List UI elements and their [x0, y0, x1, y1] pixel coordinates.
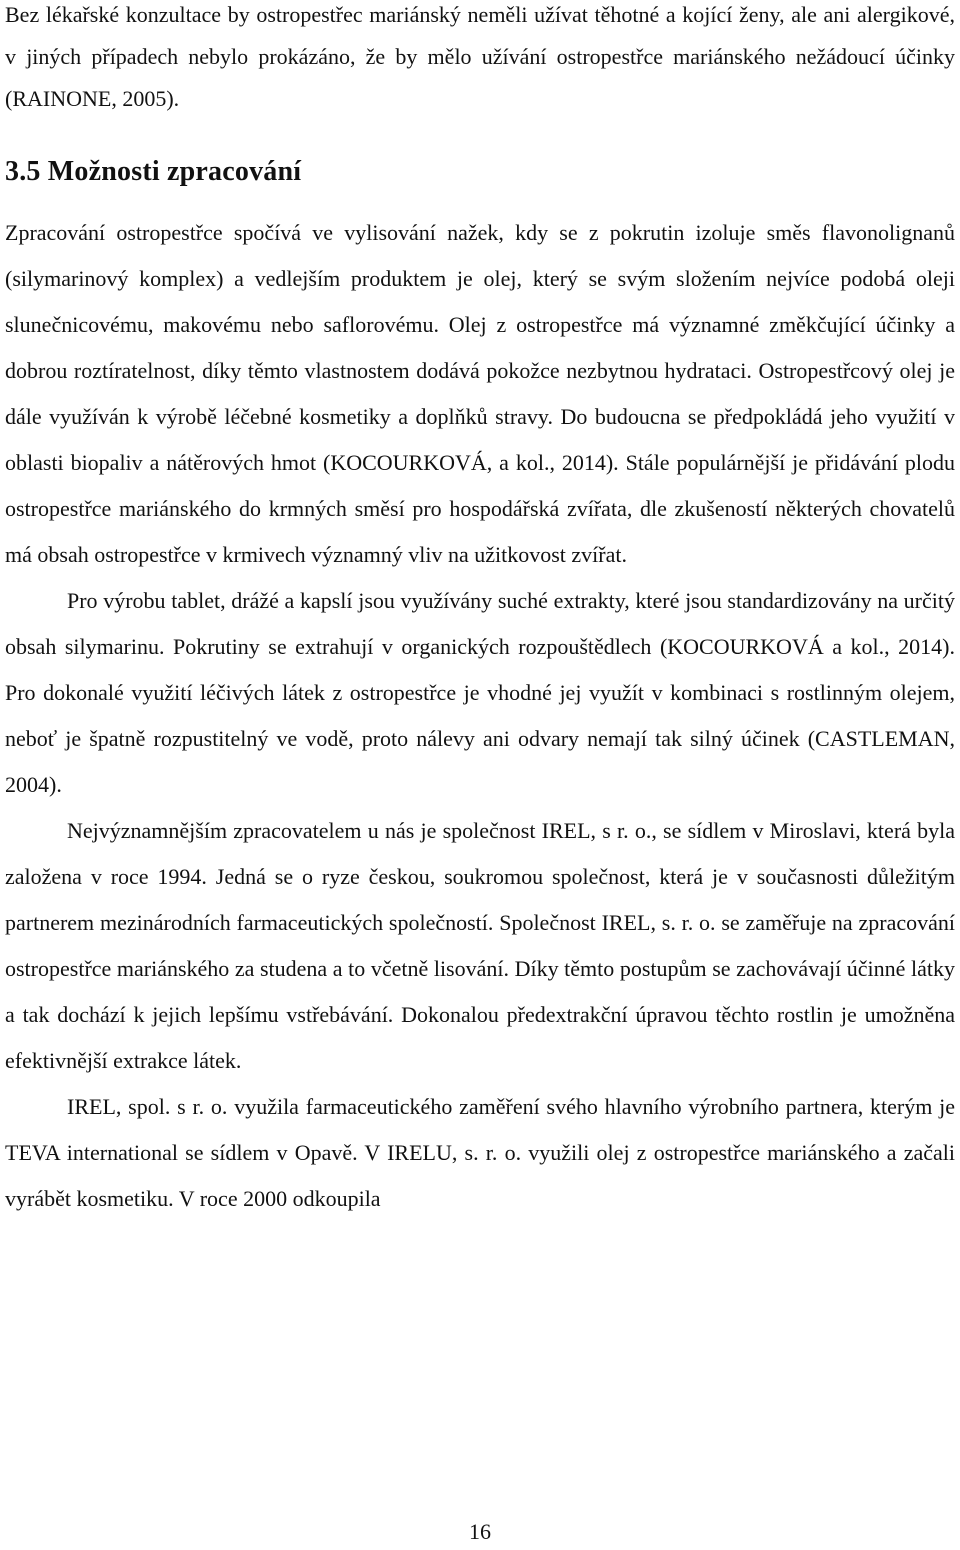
section-heading: 3.5 Možnosti zpracování: [5, 156, 302, 187]
page-number: 16: [469, 1519, 491, 1544]
intro-paragraph: Bez lékařské konzultace by ostropestřec mariánský neměli užívat těhotné a kojící ženy, ale ani alergikové, v jiných případech nebylo prokázáno, že by mělo užívání ostropestřce mariánského nežádoucí účinky (RAINONE, 2005).: [5, 2, 955, 111]
paragraph-processing: Zpracování ostropestřce spočívá ve vylisování nažek, kdy se z pokrutin izoluje směs flavonolignanů (silymarinový komplex) a vedlejším produktem je olej, který se svým složením nejvíce podobá oleji slunečnicovému, makovému nebo saflorovému. Olej z ostropestřce má významné změkčující účinky a dobrou roztíratelnost, díky těmto vlastnostem dodává pokožce nezbytnou hydrataci. Ostropestřcový olej je dále využíván k výrobě léčebné kosmetiky a doplňků stravy. Do budoucna se předpokládá jeho využití v oblasti biopaliv a nátěrových hmot (KOCOURKOVÁ, a kol., 2014). Stále populárnější je přidávání plodu ostropestřce mariánského do krmných směsí pro hospodářská zvířata, dle zkušeností některých chovatelů má obsah ostropestřce v krmivech významný vliv na užitkovost zvířat.: [5, 220, 955, 567]
paragraph-irel-company: Nejvýznamnějším zpracovatelem u nás je společnost IREL, s r. o., se sídlem v Miroslavi, která byla založena v roce 1994. Jedná se o ryze českou, soukromou společnost, která je v současnosti důležitým partnerem mezinárodních farmaceutických společností. Společnost IREL, s. r. o. se zaměřuje na zpracování ostropestřce mariánského za studena a to včetně lisování. Díky těmto postupům se zachovávají účinné látky a tak dochází k jejich lepšímu vstřebávání. Dokonalou předextrakční úpravou těchto rostlin je umožněna efektivnější extrakce látek.: [5, 818, 955, 1073]
document-page: [5, 0, 955, 1550]
paragraph-extracts: Pro výrobu tablet, drážé a kapslí jsou využívány suché extrakty, které jsou standardizovány na určitý obsah silymarinu. Pokrutiny se extrahují v organických rozpouštědlech (KOCOURKOVÁ a kol., 2014). Pro dokonalé využití léčivých látek z ostropestřce je vhodné jej využít v kombinaci s rostlinným olejem, neboť je špatně rozpustitelný ve vodě, proto nálevy ani odvary nemají tak silný účinek (CASTLEMAN, 2004).: [5, 588, 955, 797]
paragraph-irel-cosmetics: IREL, spol. s r. o. využila farmaceutického zaměření svého hlavního výrobního partnera, kterým je TEVA international se sídlem v Opavě. V IRELU, s. r. o. využili olej z ostropestřce mariánského a začali vyrábět kosmetiku. V roce 2000 odkoupila: [5, 1094, 955, 1211]
